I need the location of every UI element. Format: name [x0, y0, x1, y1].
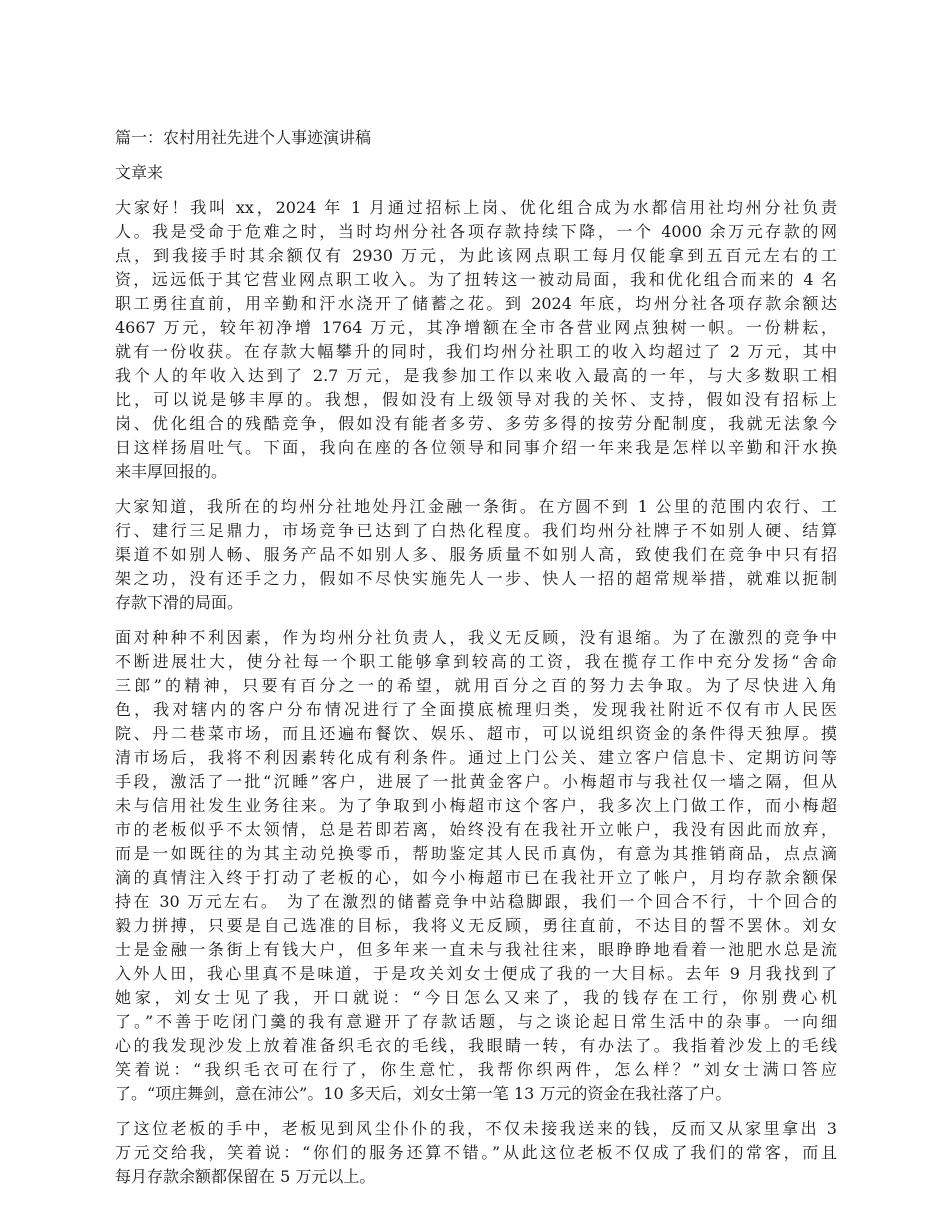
body-paragraph	[115, 495, 837, 615]
paragraph-line: 手段，激活了一批“沉睡”客户，进展了一批黄金客户。小梅超市与我社仅一墙之隔，但从	[115, 772, 837, 791]
paragraph-line: 色，我对辖内的客户分布情况进行了全面摸底梳理归类，发现我社附近不仅有市人民医	[115, 700, 837, 719]
paragraph-line: 而是一如既往的为其主动兑换零币，帮助鉴定其人民币真伪，有意为其推销商品，点点滴	[115, 844, 837, 863]
document-page	[115, 126, 837, 1200]
paragraph-line: 持在 30 万元左右。 为了在激烈的储蓄竞争中站稳脚跟，我们一个回合不行，十个回合的	[115, 892, 837, 911]
paragraph-line: 院、丹二巷菜市场，而且还遍布餐饮、娱乐、超市，可以说组织资金的条件得天独厚。摸	[115, 724, 837, 743]
paragraph-line: 渠道不如别人畅、服务产品不如别人多、服务质量不如别人高，致使我们在竞争中只有招	[115, 545, 837, 564]
paragraph-line: 人。我是受命于危难之时，当时均州分社各项存款持续下降，一个 4000 余万元存款的网	[115, 222, 837, 241]
document-body	[115, 196, 837, 1189]
paragraph-line: 了这位老板的手中，老板见到风尘仆仆的我，不仅未接我送来的钱，反而又从家里拿出 3	[115, 1119, 837, 1138]
paragraph-line: 比，可以说是够丰厚的。我想，假如没有上级领导对我的关怀、支持，假如没有招标上	[115, 390, 837, 409]
paragraph-line: 存款下滑的局面。	[115, 593, 244, 612]
paragraph-line: 大家好！我叫 xx，2024 年 1 月通过招标上岗、优化组合成为水都信用社均州分社负责	[115, 198, 837, 217]
document-title: 篇一：农村用社先进个人事迹演讲稿	[115, 128, 372, 147]
paragraph-line: 士是金融一条街上有钱大户，但多年来一直未与我社往来，眼睁睁地看着一池肥水总是流	[115, 940, 837, 959]
paragraph-line: 行、建行三足鼎力，市场竞争已达到了白热化程度。我们均州分社牌子不如别人硬、结算	[115, 521, 837, 540]
paragraph-line: 4667 万元，较年初净增 1764 万元，其净增额在全市各营业网点独树一帜。一份耕耘，	[115, 318, 837, 337]
paragraph-line: 点，到我接手时其余额仅有 2930 万元，为此该网点职工每月仅能拿到五百元左右的工	[115, 246, 837, 265]
paragraph-line: 日这样扬眉吐气。下面，我向在座的各位领导和同事介绍一年来我是怎样以辛勤和汗水换	[115, 438, 837, 457]
paragraph-line: 资，远远低于其它营业网点职工收入。为了扭转这一被动局面，我和优化组合而来的 4 名	[115, 270, 837, 289]
paragraph-line: 不断进展壮大，使分社每一个职工能够拿到较高的工资，我在揽存工作中充分发扬“舍命	[115, 652, 837, 671]
body-paragraph	[115, 1117, 837, 1189]
paragraph-line: 万元交给我，笑着说：“你们的服务还算不错。”从此这位老板不仅成了我们的常客，而且	[115, 1143, 837, 1162]
body-paragraph	[115, 626, 837, 1106]
paragraph-line: 每月存款余额都保留在 5 万元以上。	[115, 1167, 376, 1186]
paragraph-line: 岗、优化组合的残酷竞争，假如没有能者多劳、多劳多得的按劳分配制度，我就无法象今	[115, 414, 837, 433]
source-line: 文章来	[115, 163, 164, 182]
paragraph-line: 了。”不善于吃闭门羹的我有意避开了存款话题，与之谈论起日常生活中的杂事。一向细	[115, 1012, 837, 1031]
paragraph-line: 来丰厚回报的。	[115, 462, 228, 481]
paragraph-line: 未与信用社发生业务往来。为了争取到小梅超市这个客户，我多次上门做工作，而小梅超	[115, 796, 837, 815]
paragraph-line: 就有一份收获。在存款大幅攀升的同时，我们均州分社职工的收入均超过了 2 万元，其中	[115, 342, 837, 361]
paragraph-line: 入外人田，我心里真不是味道，于是攻关刘女士便成了我的一大目标。去年 9 月我找到了	[115, 964, 837, 983]
paragraph-line: 我个人的年收入达到了 2.7 万元，是我参加工作以来收入最高的一年，与大多数职工相	[115, 366, 837, 385]
paragraph-line: 清市场后，我将不利因素转化成有利条件。通过上门公关、建立客户信息卡、定期访问等	[115, 748, 837, 767]
paragraph-line: 她家，刘女士见了我，开口就说：“今日怎么又来了，我的钱存在工行，你别费心机	[115, 988, 837, 1007]
paragraph-line: 三郎”的精神，只要有百分之一的希望，就用百分之百的努力去争取。为了尽快进入角	[115, 676, 837, 695]
paragraph-line: 滴的真情注入终于打动了老板的心，如今小梅超市已在我社开立了帐户，月均存款余额保	[115, 868, 837, 887]
paragraph-line: 心的我发现沙发上放着准备织毛衣的毛线，我眼睛一转，有办法了。我指着沙发上的毛线	[115, 1036, 837, 1055]
body-paragraph	[115, 196, 837, 484]
paragraph-line: 笑着说：“我织毛衣可在行了，你生意忙，我帮你织两件，怎么样？”刘女士满口答应	[115, 1060, 837, 1079]
paragraph-line: 职工勇往直前，用辛勤和汗水浇开了储蓄之花。到 2024 年底，均州分社各项存款余额达	[115, 294, 837, 313]
paragraph-line: 了。“项庄舞剑，意在沛公”。10 多天后，刘女士第一笔 13 万元的资金在我社落了户。	[115, 1084, 732, 1103]
paragraph-line: 面对种种不利因素，作为均州分社负责人，我义无反顾，没有退缩。为了在激烈的竞争中	[115, 628, 837, 647]
paragraph-line: 市的老板似乎不太领情，总是若即若离，始终没有在我社开立帐户，我没有因此而放弃，	[115, 820, 837, 839]
paragraph-line: 架之功，没有还手之力，假如不尽快实施先人一步、快人一招的超常规举措，就难以扼制	[115, 569, 837, 588]
paragraph-line: 毅力拼搏，只要是自己选准的目标，我将义无反顾，勇往直前，不达目的誓不罢休。刘女	[115, 916, 837, 935]
paragraph-line: 大家知道，我所在的均州分社地处丹江金融一条街。在方圆不到 1 公里的范围内农行、工	[115, 497, 837, 516]
